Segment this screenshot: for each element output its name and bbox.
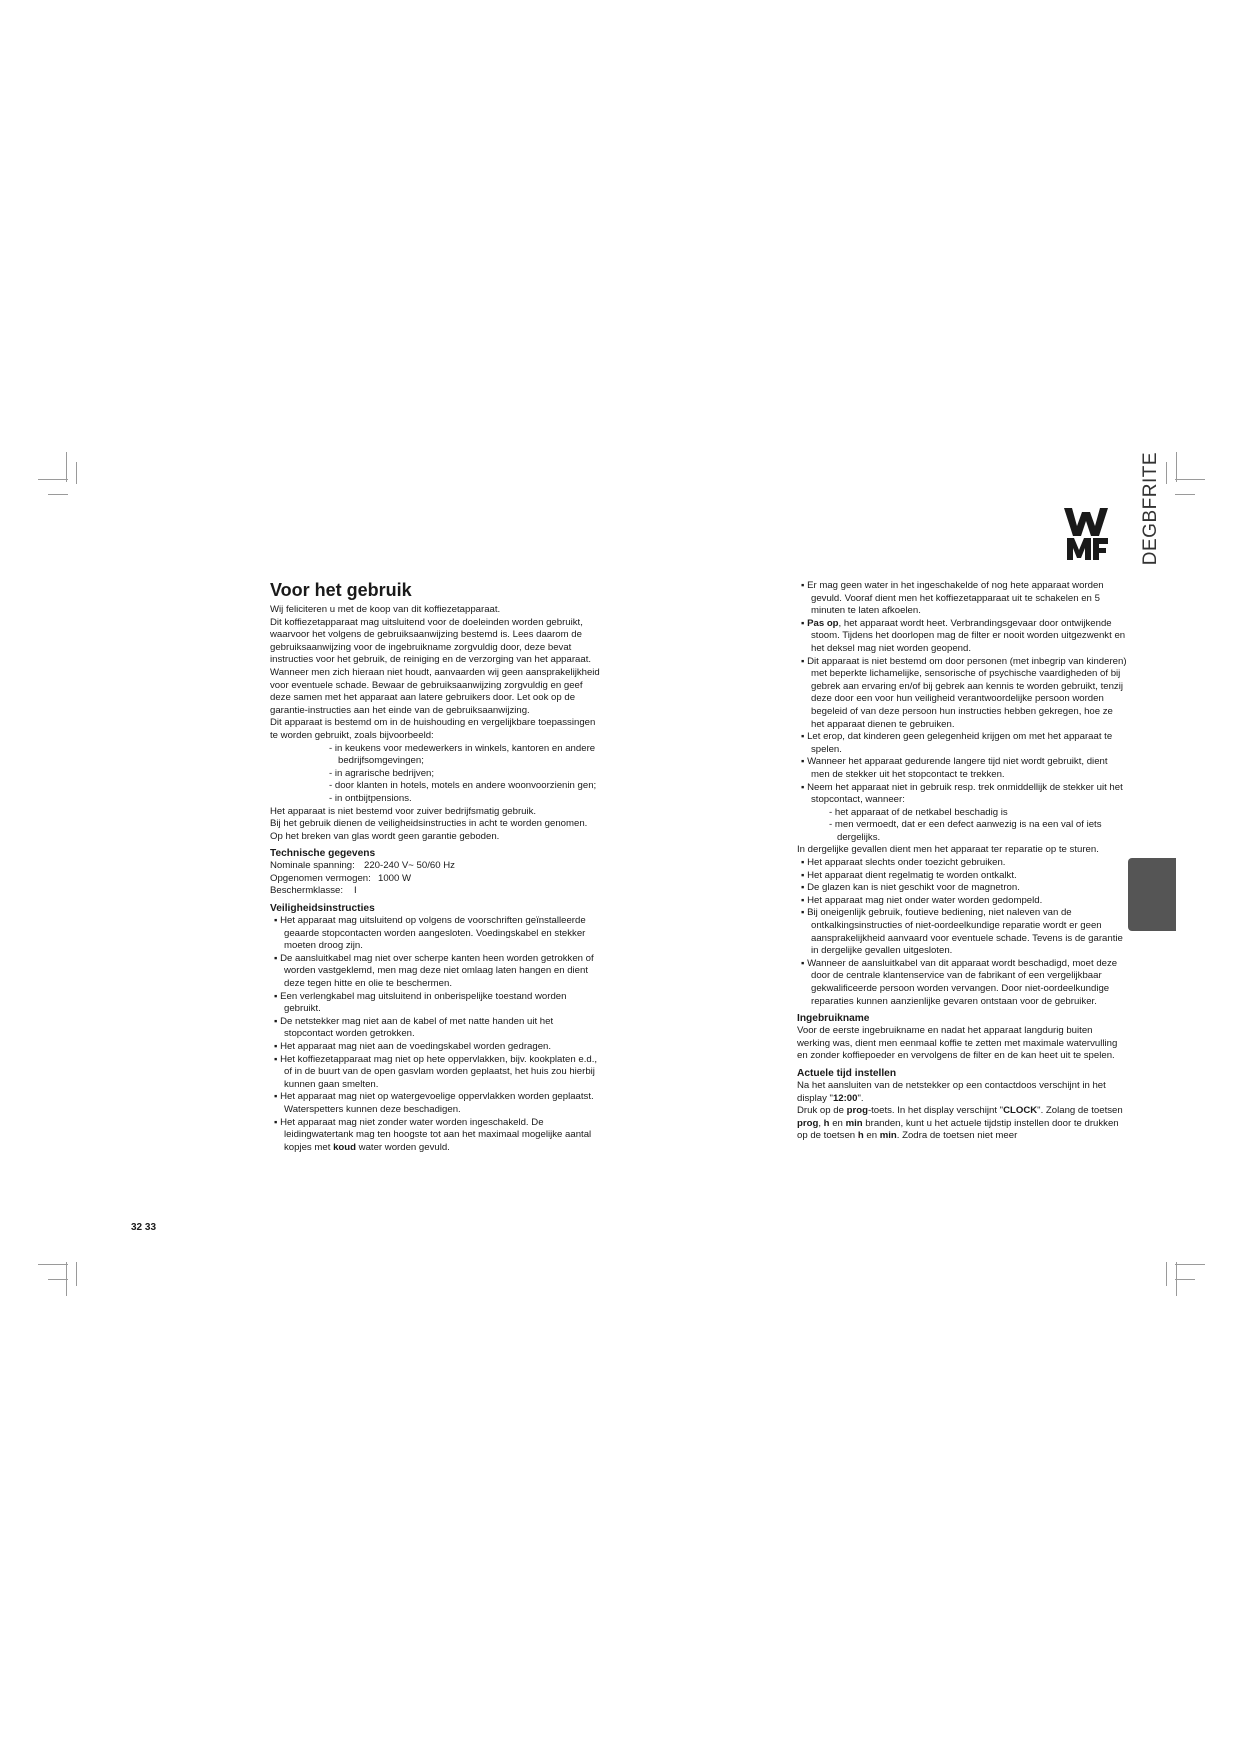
spec-row — [270, 873, 600, 886]
crop-mark — [76, 462, 77, 484]
crop-mark — [48, 1279, 68, 1280]
list-item: ▪ Het koffiezetapparaat mag niet op hete oppervlakken, bijv. kookplaten e.d., of in de buurt van de open gasvlam worden geplaatst, het huis zou hierbij kunnen gaan smelten. — [274, 1053, 598, 1090]
paragraph: Wij feliciteren u met de koop van dit koffiezetapparaat. — [270, 604, 501, 615]
list-item: ▪ Wanneer het apparaat gedurende langere tijd niet wordt gebruikt, dient men de stekker uit het stopcontact te trekken. — [801, 756, 1108, 780]
language-tab-marker — [1128, 858, 1176, 931]
list-item: - in agrarische bedrijven; — [329, 767, 435, 779]
spec-label: Nominale spanning: — [270, 860, 355, 872]
crop-mark — [1166, 462, 1167, 484]
section-heading-safety: Veiligheidsinstructies — [270, 903, 375, 915]
spec-value: 1000 W — [378, 872, 412, 884]
paragraph: Dit koffiezetapparaat mag uitsluitend voor de doeleinden worden gebruikt, waarvoor het volgens de gebruiksaanwijzing bestemd is. Lees daarom de gebruiksaanwijzing voor de ingebruikname zorgvuldig door, deze bevat instructies voor het gebruik, de reiniging en de verzorging van het apparaat. Wanneer men zich hieraan niet houdt, aanvaarden wij geen aansprakelijkheid voor eventuele schade. Bewaar de gebruiksaanwijzing zorgvuldig en geef deze samen met het apparaat aan latere gebruikers door. Let ook op de garantie-instructies aan het einde van de gebruiksaanwijzing. — [270, 616, 600, 716]
spec-row — [270, 860, 600, 873]
list-item: ▪ Pas op, het apparaat wordt heet. Verbrandingsgevaar door ontwijkende stoom. Tijdens het doorlopen mag de filter er nooit worden uitgezwenkt en het deksel mag niet worden geopend. — [801, 617, 1126, 654]
list-item: ▪ De glazen kan is niet geschikt voor de magnetron. — [801, 882, 1020, 894]
left-page-column — [270, 578, 600, 1154]
crop-mark — [48, 494, 68, 495]
section-heading-first-use: Ingebruikname — [797, 1013, 870, 1025]
paragraph: Het apparaat is niet bestemd voor zuiver bedrijfsmatig gebruik. — [270, 805, 537, 817]
usage-list — [270, 743, 600, 806]
crop-mark — [1175, 1279, 1195, 1280]
spec-label: Opgenomen vermogen: — [270, 872, 371, 884]
list-item: ▪ Een verlengkabel mag uitsluitend in onberispelijke toestand worden gebruikt. — [274, 990, 567, 1015]
crop-mark — [1175, 494, 1195, 495]
wmf-logo — [1064, 508, 1108, 560]
crop-mark — [1175, 1264, 1205, 1265]
list-item: ▪ Het apparaat mag uitsluitend op volgens de voorschriften geïnstalleerde geaarde stopcontacten worden aangesloten. Voedingskabel en stekker moeten droog zijn. — [274, 915, 586, 952]
list-item: ▪ De aansluitkabel mag niet over scherpe kanten heen worden getrokken of worden vastgeklemd, men mag deze niet omlaag laten hangen en dient deze tegen hitte en olie te beschermen. — [274, 952, 594, 990]
list-item: ▪ Het apparaat mag niet onder water worden gedompeld. — [801, 894, 1043, 906]
crop-mark — [38, 479, 68, 480]
crop-mark — [1176, 1262, 1177, 1296]
list-item: - in ontbijtpensions. — [329, 792, 412, 804]
list-item: ▪ Neem het apparaat niet in gebruik resp. trek onmiddellijk de stekker uit het stopcontact, wanneer: — [801, 781, 1123, 806]
crop-mark — [1166, 1262, 1167, 1286]
page-title: Voor het gebruik — [270, 580, 412, 600]
list-item: ▪ Het apparaat mag niet op watergevoelige oppervlakken worden geplaatst. Waterspetters kunnen deze beschadigen. — [274, 1091, 594, 1115]
paragraph: In dergelijke gevallen dient men het apparaat ter reparatie op te sturen. — [797, 844, 1099, 856]
list-item: ▪ Bij oneigenlijk gebruik, foutieve bediening, niet naleven van de ontkalkingsinstructies of niet-oordeelkundige reparatie wordt er geen aansprakelijkheid aanvaard voor eventuele schade. Tevens is de garantie in dergelijke gevallen uitgesloten. — [801, 907, 1123, 957]
paragraph: Na het aansluiten van de netstekker op een contactdoos verschijnt in het display "12:00". — [797, 1079, 1106, 1104]
sub-list-item: - het apparaat of de netkabel beschadig is — [829, 806, 1008, 818]
section-heading-technical: Technische gegevens — [270, 848, 376, 860]
list-item: ▪ De netstekker mag niet aan de kabel of met natte handen uit het stopcontact worden getrokken. — [274, 1015, 554, 1040]
paragraph: Voor de eerste ingebruikname en nadat het apparaat langdurig buiten werking was, dient men eenmaal koffie te zetten met maximale watervulling en zonder koffiepoeder en vervolgens de filter en de kan heet uit te spelen. — [797, 1025, 1118, 1062]
page-numbers: 32 33 — [131, 1222, 157, 1233]
section-heading-set-time: Actuele tijd instellen — [797, 1067, 897, 1079]
list-item: ▪ Let erop, dat kinderen geen gelegenheid krijgen om met het apparaat te spelen. — [801, 731, 1113, 755]
list-item: - in keukens voor medewerkers in winkels, kantoren en andere bedrijfsomgevingen; — [329, 742, 596, 767]
spec-row — [270, 885, 600, 898]
language-codes-label: DEGBFRITE — [1140, 452, 1161, 566]
spec-value: I — [354, 885, 357, 897]
crop-mark — [1176, 452, 1177, 482]
list-item: ▪ Het apparaat mag niet zonder water worden ingeschakeld. De leidingwatertank mag ten hoogste tot aan het maximaal mogelijke aantal kopjes met koud water worden gevuld. — [274, 1116, 592, 1153]
spec-value: 220-240 V~ 50/60 Hz — [364, 860, 455, 872]
list-item: ▪ Het apparaat mag niet aan de voedingskabel worden gedragen. — [274, 1041, 552, 1052]
crop-mark — [76, 1262, 77, 1286]
paragraph: Druk op de prog-toets. In het display verschijnt "CLOCK". Zolang de toetsen prog, h en min branden, kunt u het actuele tijdstip instellen door te drukken op de toetsen h en min. Zodra de toetsen niet meer — [797, 1105, 1123, 1142]
crop-mark — [66, 452, 67, 482]
crop-mark — [66, 1262, 67, 1296]
paragraph: Op het breken van glas wordt geen garantie geboden. — [270, 830, 500, 842]
list-item: ▪ Het apparaat slechts onder toezicht gebruiken. — [801, 857, 1006, 869]
paragraph: Bij het gebruik dienen de veiligheidsinstructies in acht te worden genomen. — [270, 818, 588, 830]
right-page-column — [797, 580, 1127, 1143]
paragraph: Dit apparaat is bestemd om in de huishouding en vergelijkbare toepassingen te worden gebruikt, zoals bijvoorbeeld: — [270, 717, 596, 741]
list-item: ▪ Er mag geen water in het ingeschakelde of nog hete apparaat worden gevuld. Vooraf dient men het koffiezetapparaat uit te schakelen en 5 minuten te laten afkoelen. — [801, 580, 1104, 617]
sub-list-item: - men vermoedt, dat er een defect aanwezig is na een val of iets dergelijks. — [829, 819, 1102, 843]
list-item: ▪ Wanneer de aansluitkabel van dit apparaat wordt beschadigd, moet deze door de centrale klantenservice van de fabrikant of een vergelijkbaar gekwalificeerde persoon worden vervangen. Door niet-oordeelkundige reparaties kunnen aanzienlijke gevaren ontstaan voor de gebruiker. — [801, 957, 1118, 1007]
crop-mark — [1175, 479, 1205, 480]
list-item: ▪ Het apparaat dient regelmatig te worden ontkalkt. — [801, 869, 1017, 881]
list-item: - door klanten in hotels, motels en andere woonvoorzienin gen; — [329, 780, 597, 792]
spec-label: Beschermklasse: — [270, 885, 344, 897]
crop-mark — [38, 1264, 68, 1265]
list-item: ▪ Dit apparaat is niet bestemd om door personen (met inbegrip van kinderen) met beperkte lichamelijke, sensorische of psychische vaardigheden of bij gebrek aan ervaring en/of bij gebrek aan kennis te worden gebruikt, tenzij deze door een voor hun veiligheid verantwoordelijke persoon worden begeleid of van deze persoon hun instructies hebben gekregen, hoe ze het apparaat dienen te gebruiken. — [801, 655, 1127, 730]
